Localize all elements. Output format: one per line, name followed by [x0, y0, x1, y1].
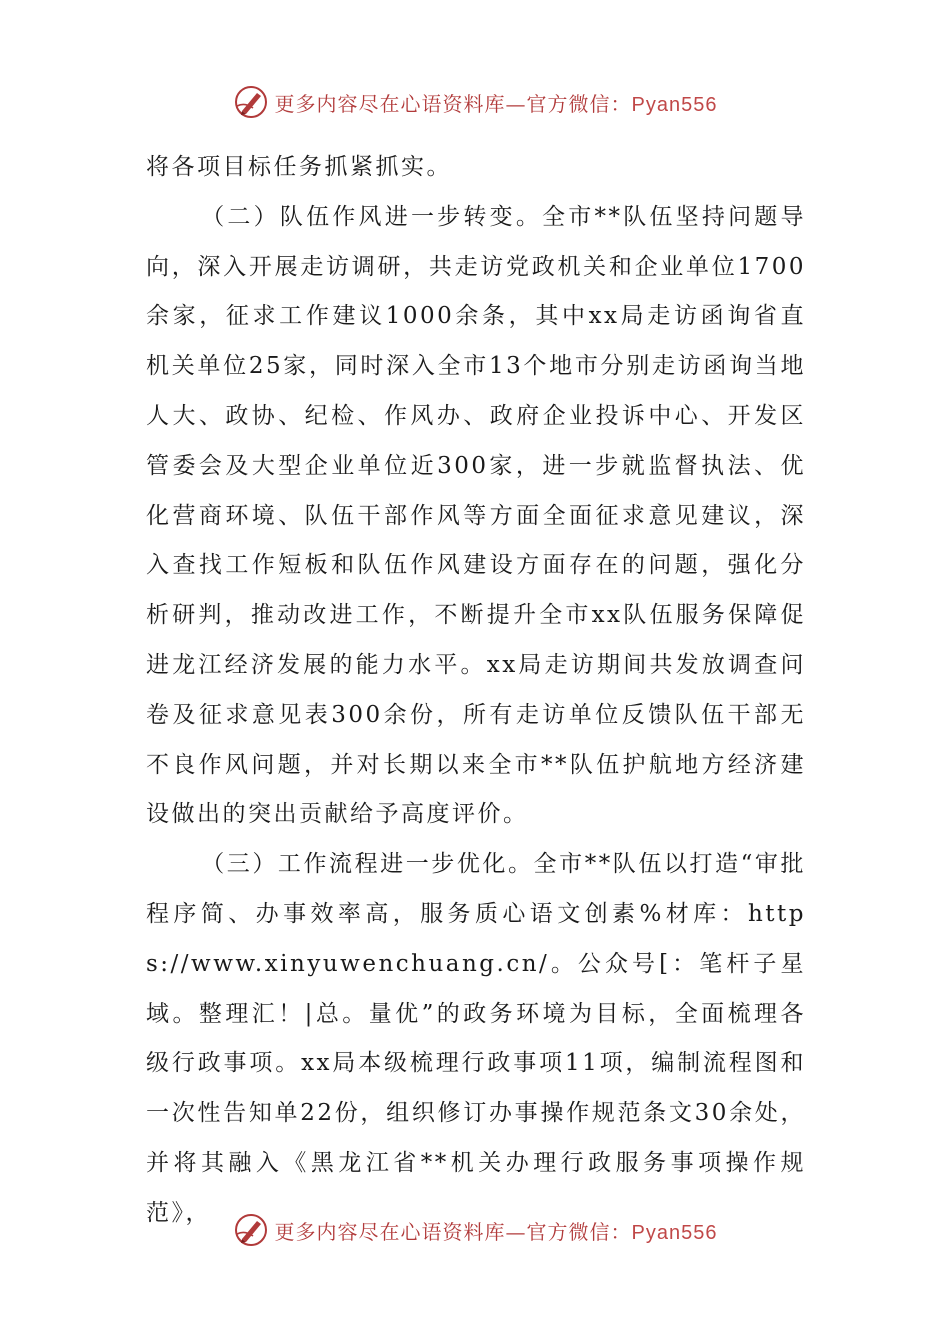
- paragraph-workflow: （三）工作流程进一步优化。全市**队伍以打造“审批程序简、办事效率高，服务质心语文创素%材库：https://www.xinyuwenchuang.cn/。公众号[：笔杆子星域。整理汇！|总。量优”的政务环境为目标，全面梳理各级行政事项。xx局本级梳理行政事项11项，编制流程图和一次性告知单22份，组织修订办事操作规范条文30余处，并将其融入《黑龙江省**机关办理行政服务事项操作规范》，: [146, 851, 806, 1226]
- wechat-id: Pyan556: [631, 93, 718, 116]
- footer-watermark-banner: [0, 1208, 950, 1252]
- header-watermark-banner: [0, 80, 950, 124]
- watermark-text: 更多内容尽在心语资料库—官方微信：Pyan556: [274, 1219, 718, 1244]
- document-body: [146, 143, 806, 1239]
- pen-logo-icon: [233, 1212, 269, 1248]
- watermark-text: 更多内容尽在心语资料库—官方微信：Pyan556: [274, 91, 718, 116]
- paragraph-continuation: 将各项目标任务抓紧抓实。: [146, 154, 452, 180]
- pen-logo-icon: [233, 84, 269, 120]
- paragraph-team-style: （二）队伍作风进一步转变。全市**队伍坚持问题导向，深入开展走访调研，共走访党政机关和企业单位1700余家，征求工作建议1000余条，其中xx局走访函询省直机关单位25家，同时深入全市13个地市分别走访函询当地人大、政协、纪检、作风办、政府企业投诉中心、开发区管委会及大型企业单位近300家，进一步就监督执法、优化营商环境、队伍干部作风等方面全面征求意见建议，深入查找工作短板和队伍作风建设方面存在的问题，强化分析研判，推动改进工作，不断提升全市xx队伍服务保障促进龙江经济发展的能力水平。xx局走访期间共发放调查问卷及征求意见表300余份，所有走访单位反馈队伍干部无不良作风问题，并对长期以来全市**队伍护航地方经济建设做出的突出贡献给予高度评价。: [146, 203, 806, 828]
- wechat-id: Pyan556: [631, 1221, 718, 1244]
